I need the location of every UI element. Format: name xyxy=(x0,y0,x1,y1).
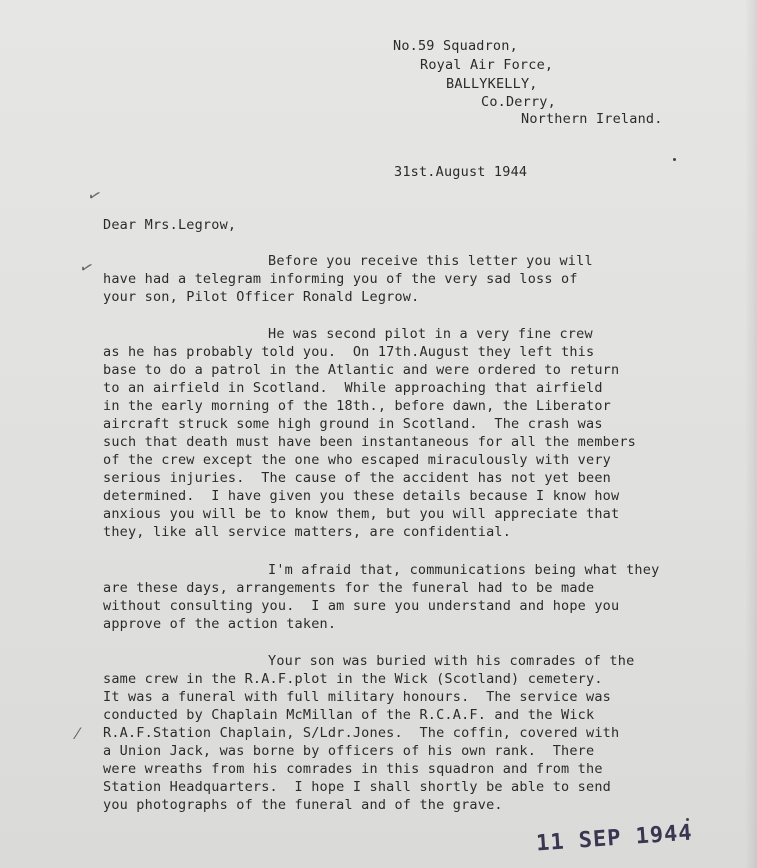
paragraph2-line: serious injuries. The cause of the accident has not yet been xyxy=(103,470,611,486)
paragraph2-line: in the early morning of the 18th., before dawn, the Liberator xyxy=(103,398,611,414)
paragraph2-line: determined. I have given you these details because I know how xyxy=(103,488,620,504)
paragraph3-line: approve of the action taken. xyxy=(103,616,337,632)
paragraph2-line: He was second pilot in a very fine crew xyxy=(268,326,593,342)
check-mark-icon: ✓ xyxy=(77,256,97,279)
paragraph4-line: a Union Jack, was borne by officers of his own rank. There xyxy=(103,743,595,759)
address-line-2: Royal Air Force, xyxy=(420,57,554,73)
letter-date: 31st.August 1944 xyxy=(394,164,528,180)
paragraph2-line: aircraft struck some high ground in Scotland. The crash was xyxy=(103,416,603,432)
paragraph4-line: same crew in the R.A.F.plot in the Wick (Scotland) cemetery. xyxy=(103,671,603,687)
page-edge-shadow xyxy=(745,0,757,868)
paragraph3-line: I'm afraid that, communications being what they xyxy=(268,562,660,578)
paragraph2-line: to an airfield in Scotland. While approaching that airfield xyxy=(103,380,603,396)
check-mark-icon: ✓ xyxy=(85,184,105,207)
paragraph1-line: have had a telegram informing you of the very sad loss of xyxy=(103,271,578,287)
paragraph4-line: R.A.F.Station Chaplain, S/Ldr.Jones. The coffin, covered with xyxy=(103,725,620,741)
paper-speck xyxy=(673,158,676,161)
address-line-4: Co.Derry, xyxy=(481,94,556,110)
paragraph3-line: without consulting you. I am sure you understand and hope you xyxy=(103,598,620,614)
salutation: Dear Mrs.Legrow, xyxy=(103,217,237,233)
paragraph2-line: of the crew except the one who escaped miraculously with very xyxy=(103,452,611,468)
address-line-1: No.59 Squadron, xyxy=(393,38,518,54)
margin-mark-icon: ⁄ xyxy=(76,724,79,743)
paragraph2-line: anxious you will be to know them, but you will appreciate that xyxy=(103,506,620,522)
paragraph2-line: as he has probably told you. On 17th.August they left this xyxy=(103,344,595,360)
date-received-stamp: 11 SEP 1944 xyxy=(535,820,694,857)
paragraph2-line: they, like all service matters, are confidential. xyxy=(103,524,512,540)
paragraph3-line: are these days, arrangements for the funeral had to be made xyxy=(103,580,595,596)
paragraph4-line: conducted by Chaplain McMillan of the R.C.A.F. and the Wick xyxy=(103,707,595,723)
address-line-5: Northern Ireland. xyxy=(521,111,663,127)
paragraph1-line: Before you receive this letter you will xyxy=(268,253,593,269)
paragraph2-line: such that death must have been instantaneous for all the members xyxy=(103,434,636,450)
paragraph4-line: you photographs of the funeral and of the grave. xyxy=(103,797,503,813)
paragraph4-line: were wreaths from his comrades in this squadron and from the xyxy=(103,761,603,777)
paragraph2-line: base to do a patrol in the Atlantic and were ordered to return xyxy=(103,362,620,378)
paragraph4-line: Your son was buried with his comrades of the xyxy=(268,653,635,669)
paragraph4-line: Station Headquarters. I hope I shall shortly be able to send xyxy=(103,779,611,795)
address-line-3: BALLYKELLY, xyxy=(446,76,538,92)
paragraph4-line: It was a funeral with full military honours. The service was xyxy=(103,689,611,705)
paper-speck xyxy=(686,818,689,821)
paragraph1-line: your son, Pilot Officer Ronald Legrow. xyxy=(103,289,420,305)
